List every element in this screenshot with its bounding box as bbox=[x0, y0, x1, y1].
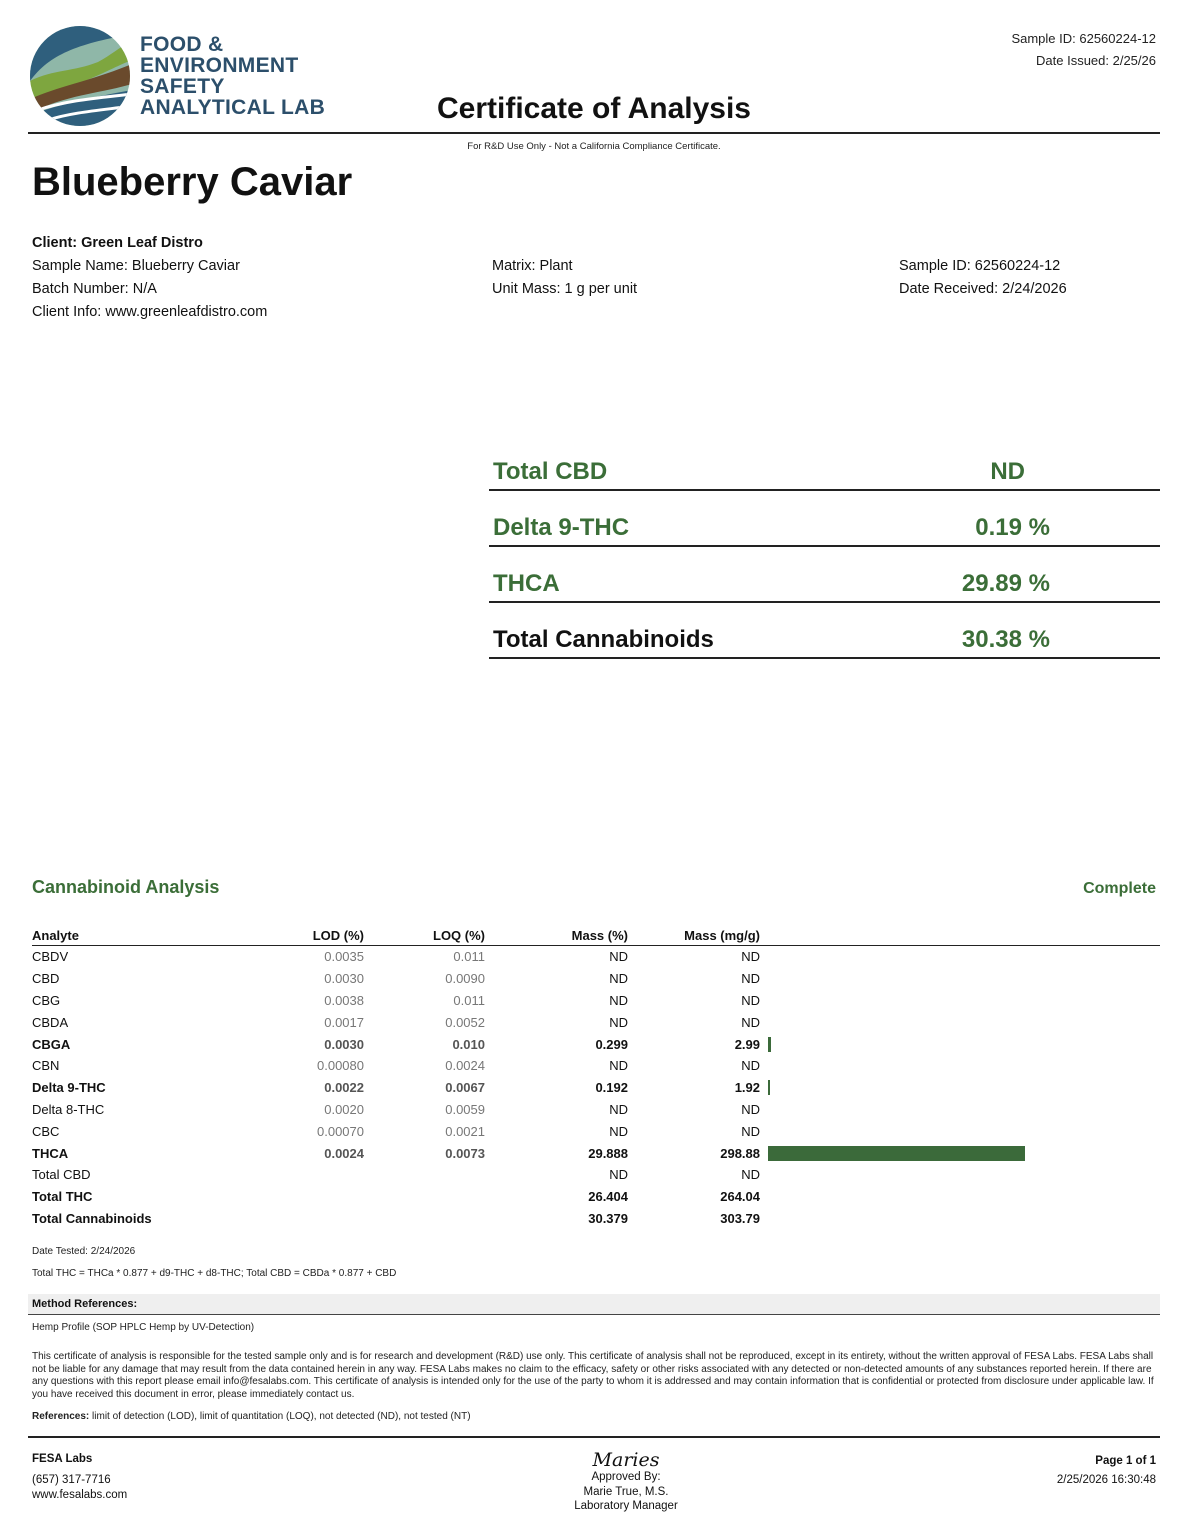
footer-approval bbox=[526, 1450, 726, 1514]
mass-pct-cell: 0.299 bbox=[595, 1036, 628, 1052]
analyte-cell: THCA bbox=[32, 1145, 69, 1161]
product-name: Blueberry Caviar bbox=[32, 160, 353, 204]
method-references-heading: Method References: bbox=[32, 1298, 138, 1310]
method-references-bar bbox=[28, 1294, 1160, 1315]
mass-mg-cell: ND bbox=[741, 1167, 760, 1183]
table-row bbox=[32, 1208, 1160, 1230]
summary-label: THCA bbox=[493, 570, 560, 597]
header-lod: LOD (%) bbox=[262, 925, 364, 946]
table-row bbox=[32, 946, 1160, 968]
analyte-cell: CBDA bbox=[32, 1014, 69, 1030]
client-info-col-3 bbox=[899, 255, 1067, 301]
loq-cell: 0.011 bbox=[453, 949, 485, 965]
lod-cell bbox=[262, 1186, 364, 1208]
header-sample-id: Sample ID: 62560224-12 bbox=[1011, 31, 1156, 46]
analysis-table-body bbox=[32, 946, 1160, 1230]
bar-cell bbox=[760, 1142, 1160, 1164]
loq-cell bbox=[364, 1208, 485, 1230]
summary-value: 29.89 % bbox=[961, 570, 1050, 597]
bar-cell bbox=[760, 968, 1160, 990]
mass-pct-cell: ND bbox=[609, 1101, 628, 1117]
lod-cell: 0.0030 bbox=[324, 1036, 364, 1052]
header-bar bbox=[760, 925, 1160, 946]
lod-cell bbox=[262, 1208, 364, 1230]
mass-mg-cell: 1.92 bbox=[734, 1080, 760, 1096]
references-label: References: bbox=[32, 1411, 90, 1422]
mass-mg-cell: ND bbox=[741, 992, 760, 1008]
header-loq: LOQ (%) bbox=[364, 925, 485, 946]
header-analyte: Analyte bbox=[32, 925, 262, 946]
lod-cell: 0.00070 bbox=[317, 1123, 364, 1139]
mass-pct-cell: ND bbox=[609, 949, 628, 965]
mass-mg-cell: 303.79 bbox=[720, 1210, 760, 1226]
bar-cell bbox=[760, 1033, 1160, 1055]
mass-pct-cell: ND bbox=[609, 1123, 628, 1139]
unit-mass: Unit Mass: 1 g per unit bbox=[492, 281, 638, 297]
lab-name-line: SAFETY bbox=[140, 75, 225, 98]
mass-pct-cell: ND bbox=[609, 1014, 628, 1030]
mass-mg-cell: ND bbox=[741, 949, 760, 965]
lod-cell: 0.0020 bbox=[324, 1101, 364, 1117]
summary-row bbox=[489, 490, 1160, 547]
mass-mg-cell: 264.04 bbox=[720, 1189, 760, 1205]
mass-bar bbox=[768, 1080, 770, 1095]
lod-cell: 0.0030 bbox=[324, 971, 364, 987]
mass-bar bbox=[768, 1037, 771, 1052]
lab-name-line: FOOD & bbox=[140, 33, 224, 56]
loq-cell: 0.0021 bbox=[445, 1123, 485, 1139]
matrix: Matrix: Plant bbox=[492, 258, 573, 274]
mass-mg-cell: 2.99 bbox=[734, 1036, 760, 1052]
footer-lab-contact bbox=[32, 1452, 127, 1503]
bar-cell bbox=[760, 1077, 1160, 1099]
mass-pct-cell: 26.404 bbox=[588, 1189, 628, 1205]
report-timestamp: 2/25/2026 16:30:48 bbox=[1056, 1474, 1156, 1486]
disclaimer: This certificate of analysis is responsible for the tested sample only and is for research and development (R&D) use only. This certificate of analysis shall not be reproduced, except in its entirety, without the written approval of FESA Labs. FESA Labs shall not be liable for any damage that may result from the data contained herein in any way. FESA Labs makes no claim to the efficacy, safety or other risks associated with any detected or non-detected amounts of any substances reported herein. If there are any questions with this report please email info@fesalabs.com. This certificate of analysis is intended only for the use of the party to whom it is addressed and may contain information that is confidential or protected from disclosure under applicable law. If you have received this document in error, please immediately contact us. bbox=[32, 1351, 1154, 1400]
mass-mg-cell: ND bbox=[741, 971, 760, 987]
bar-cell bbox=[760, 1208, 1160, 1230]
analysis-table bbox=[32, 925, 1160, 1229]
signature: Maries bbox=[592, 1449, 660, 1471]
header-meta bbox=[1011, 28, 1156, 72]
analyte-cell: Total Cannabinoids bbox=[32, 1210, 152, 1226]
mass-pct-cell: 0.192 bbox=[595, 1080, 628, 1096]
footer-page-info bbox=[1057, 1452, 1156, 1490]
footer-divider bbox=[28, 1436, 1160, 1438]
client-info-col-1 bbox=[32, 232, 267, 324]
rnd-notice: For R&D Use Only - Not a California Compliance Certificate. bbox=[467, 141, 721, 152]
sample-id: Sample ID: 62560224-12 bbox=[899, 258, 1061, 274]
header-mass-mg: Mass (mg/g) bbox=[628, 925, 760, 946]
analyte-cell: CBDV bbox=[32, 949, 69, 965]
summary-label: Total Cannabinoids bbox=[493, 626, 714, 653]
loq-cell: 0.010 bbox=[452, 1036, 485, 1052]
loq-cell: 0.0073 bbox=[445, 1145, 485, 1161]
mass-bar bbox=[768, 1146, 1025, 1161]
lod-cell: 0.0024 bbox=[324, 1145, 364, 1161]
analyte-cell: CBD bbox=[32, 971, 60, 987]
table-row bbox=[32, 1055, 1160, 1077]
mass-pct-cell: 29.888 bbox=[588, 1145, 628, 1161]
analyte-cell: Total CBD bbox=[32, 1167, 91, 1183]
analysis-title: Cannabinoid Analysis bbox=[32, 877, 220, 897]
lod-cell bbox=[262, 1164, 364, 1186]
loq-cell: 0.0090 bbox=[445, 971, 485, 987]
loq-cell: 0.0052 bbox=[445, 1014, 485, 1030]
analyte-cell: CBN bbox=[32, 1058, 60, 1074]
client-name: Client: Green Leaf Distro bbox=[32, 235, 203, 251]
batch-number: Batch Number: N/A bbox=[32, 281, 157, 297]
method-text: Hemp Profile (SOP HPLC Hemp by UV-Detection) bbox=[32, 1322, 255, 1333]
page-title-text: Certificate of Analysis bbox=[437, 92, 751, 125]
client-info-col-2 bbox=[492, 255, 637, 301]
footer-company: FESA Labs bbox=[32, 1453, 93, 1465]
table-row bbox=[32, 1033, 1160, 1055]
summary-row bbox=[489, 546, 1160, 603]
table-row bbox=[32, 1099, 1160, 1121]
analysis-status: Complete bbox=[1083, 880, 1156, 897]
table-row bbox=[32, 1011, 1160, 1033]
bar-cell bbox=[760, 1164, 1160, 1186]
table-row bbox=[32, 968, 1160, 990]
table-row bbox=[32, 1142, 1160, 1164]
analyte-cell: CBC bbox=[32, 1123, 60, 1139]
header-mass-pct: Mass (%) bbox=[485, 925, 628, 946]
loq-cell: 0.0067 bbox=[445, 1080, 485, 1096]
total-formula: Total THC = THCa * 0.877 + d9-THC + d8-THC; Total CBD = CBDa * 0.877 + CBD bbox=[32, 1268, 397, 1279]
mass-pct-cell: ND bbox=[609, 971, 628, 987]
analyte-cell: Delta 9-THC bbox=[32, 1080, 106, 1096]
header-divider bbox=[28, 132, 1160, 134]
mass-mg-cell: 298.88 bbox=[720, 1145, 760, 1161]
lod-cell: 0.0035 bbox=[324, 949, 364, 965]
client-website: Client Info: www.greenleafdistro.com bbox=[32, 304, 268, 320]
mass-mg-cell: ND bbox=[741, 1058, 760, 1074]
analyte-cell: CBGA bbox=[32, 1036, 71, 1052]
summary-value: ND bbox=[990, 458, 1025, 485]
lod-cell: 0.0038 bbox=[324, 992, 364, 1008]
loq-cell bbox=[364, 1186, 485, 1208]
sample-name: Sample Name: Blueberry Caviar bbox=[32, 258, 240, 274]
bar-cell bbox=[760, 946, 1160, 968]
page-number: Page 1 of 1 bbox=[1095, 1455, 1156, 1467]
page-title bbox=[0, 92, 1188, 126]
summary-row bbox=[489, 602, 1160, 659]
approver-title: Laboratory Manager bbox=[574, 1500, 678, 1512]
loq-cell: 0.0059 bbox=[445, 1101, 485, 1117]
summary-row bbox=[489, 434, 1160, 491]
mass-mg-cell: ND bbox=[741, 1014, 760, 1030]
references-text: limit of detection (LOD), limit of quantitation (LOQ), not detected (ND), not tested (NT) bbox=[89, 1411, 471, 1422]
footer-website: www.fesalabs.com bbox=[32, 1489, 128, 1501]
summary-value: 0.19 % bbox=[975, 514, 1050, 541]
approver-name: Marie True, M.S. bbox=[583, 1485, 669, 1498]
loq-cell: 0.011 bbox=[453, 992, 485, 1008]
table-row bbox=[32, 1077, 1160, 1099]
bar-cell bbox=[760, 1120, 1160, 1142]
lab-name-line: ENVIRONMENT bbox=[140, 54, 299, 77]
summary-label: Total CBD bbox=[493, 458, 608, 485]
bar-cell bbox=[760, 1055, 1160, 1077]
summary-label: Delta 9-THC bbox=[493, 514, 630, 541]
lod-cell: 0.0022 bbox=[324, 1080, 364, 1096]
table-row bbox=[32, 1120, 1160, 1142]
loq-cell: 0.0024 bbox=[445, 1058, 485, 1074]
analyte-cell: Delta 8-THC bbox=[32, 1101, 105, 1117]
lod-cell: 0.00080 bbox=[317, 1058, 364, 1074]
analyte-cell: Total THC bbox=[32, 1189, 93, 1205]
mass-pct-cell: ND bbox=[609, 1058, 628, 1074]
references bbox=[32, 1411, 471, 1422]
footer-phone: (657) 317-7716 bbox=[32, 1474, 111, 1486]
bar-cell bbox=[760, 1186, 1160, 1208]
table-row bbox=[32, 990, 1160, 1012]
bar-cell bbox=[760, 1011, 1160, 1033]
mass-pct-cell: ND bbox=[609, 992, 628, 1008]
bar-cell bbox=[760, 990, 1160, 1012]
table-row bbox=[32, 1186, 1160, 1208]
mass-mg-cell: ND bbox=[741, 1101, 760, 1117]
mass-pct-cell: ND bbox=[609, 1167, 628, 1183]
date-tested: Date Tested: 2/24/2026 bbox=[32, 1246, 136, 1257]
analyte-cell: CBG bbox=[32, 992, 61, 1008]
table-header-row bbox=[32, 925, 1160, 946]
loq-cell bbox=[364, 1164, 485, 1186]
date-received: Date Received: 2/24/2026 bbox=[899, 281, 1067, 297]
mass-pct-cell: 30.379 bbox=[588, 1210, 628, 1226]
lod-cell: 0.0017 bbox=[324, 1014, 364, 1030]
summary-value: 30.38 % bbox=[961, 626, 1050, 653]
approved-by-label: Approved By: bbox=[591, 1471, 661, 1483]
table-row bbox=[32, 1164, 1160, 1186]
header-date-issued: Date Issued: 2/25/26 bbox=[1036, 53, 1156, 68]
mass-mg-cell: ND bbox=[741, 1123, 760, 1139]
bar-cell bbox=[760, 1099, 1160, 1121]
lab-name-line: ANALYTICAL LAB bbox=[140, 96, 326, 119]
